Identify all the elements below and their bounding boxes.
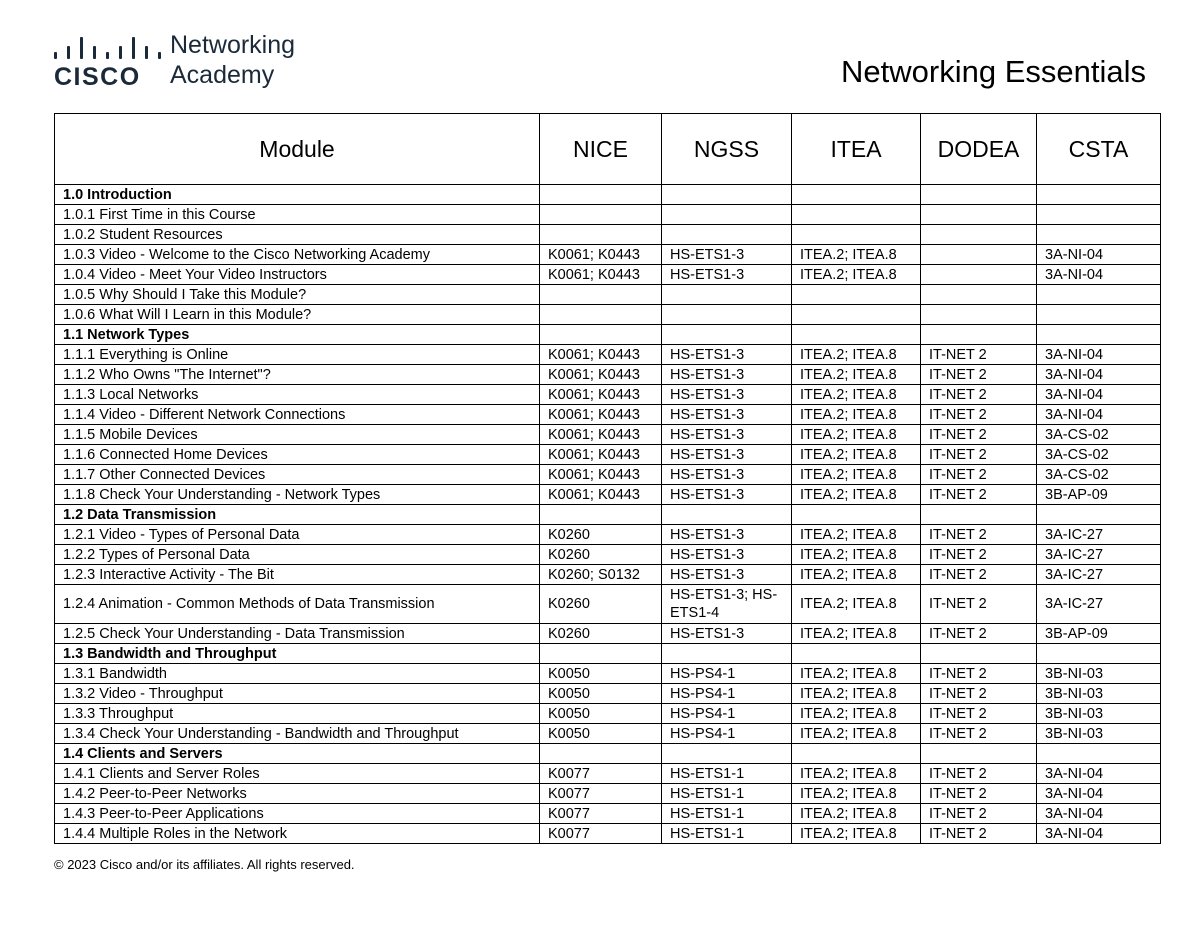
table-row <box>55 684 1161 704</box>
cell-itea: ITEA.2; ITEA.8 <box>792 764 921 784</box>
table-row <box>55 225 1161 245</box>
cell-ngss: HS-ETS1-3 <box>662 465 792 485</box>
cell-csta: 3A-IC-27 <box>1037 545 1161 565</box>
cell-nice: K0077 <box>540 824 662 844</box>
cell-dodea: IT-NET 2 <box>921 485 1037 505</box>
cell-nice: K0260 <box>540 525 662 545</box>
cell-module: 1.4 Clients and Servers <box>55 744 540 764</box>
table-row <box>55 445 1161 465</box>
cell-ngss <box>662 644 792 664</box>
cell-nice: K0061; K0443 <box>540 405 662 425</box>
cell-dodea <box>921 644 1037 664</box>
cell-csta <box>1037 325 1161 345</box>
cell-csta: 3B-NI-03 <box>1037 684 1161 704</box>
cell-csta: 3A-IC-27 <box>1037 585 1161 624</box>
cell-dodea: IT-NET 2 <box>921 704 1037 724</box>
table-row <box>55 405 1161 425</box>
cell-dodea <box>921 245 1037 265</box>
cell-csta: 3A-CS-02 <box>1037 465 1161 485</box>
cell-itea: ITEA.2; ITEA.8 <box>792 245 921 265</box>
table-row <box>55 345 1161 365</box>
cell-ngss: HS-ETS1-3 <box>662 445 792 465</box>
cell-nice <box>540 185 662 205</box>
cell-csta: 3A-NI-04 <box>1037 365 1161 385</box>
cell-nice: K0061; K0443 <box>540 465 662 485</box>
cell-module: 1.1.8 Check Your Understanding - Network Types <box>55 485 540 505</box>
cell-dodea <box>921 285 1037 305</box>
table-row <box>55 205 1161 225</box>
cell-itea: ITEA.2; ITEA.8 <box>792 485 921 505</box>
cell-dodea: IT-NET 2 <box>921 405 1037 425</box>
cell-module: 1.0.5 Why Should I Take this Module? <box>55 285 540 305</box>
cell-itea: ITEA.2; ITEA.8 <box>792 585 921 624</box>
cell-ngss: HS-ETS1-1 <box>662 764 792 784</box>
cell-itea: ITEA.2; ITEA.8 <box>792 664 921 684</box>
cell-ngss: HS-PS4-1 <box>662 684 792 704</box>
cell-csta: 3B-NI-03 <box>1037 704 1161 724</box>
cell-itea: ITEA.2; ITEA.8 <box>792 385 921 405</box>
cell-ngss: HS-PS4-1 <box>662 704 792 724</box>
cell-itea <box>792 325 921 345</box>
table-row <box>55 265 1161 285</box>
cell-dodea: IT-NET 2 <box>921 385 1037 405</box>
cell-dodea <box>921 265 1037 285</box>
cell-itea: ITEA.2; ITEA.8 <box>792 405 921 425</box>
table-row <box>55 305 1161 325</box>
cell-nice <box>540 205 662 225</box>
cell-module: 1.4.2 Peer-to-Peer Networks <box>55 784 540 804</box>
table-row <box>55 804 1161 824</box>
cell-ngss <box>662 325 792 345</box>
cell-dodea: IT-NET 2 <box>921 804 1037 824</box>
cell-nice: K0061; K0443 <box>540 245 662 265</box>
cell-ngss <box>662 225 792 245</box>
cell-ngss <box>662 285 792 305</box>
cell-module: 1.0.4 Video - Meet Your Video Instructors <box>55 265 540 285</box>
cell-nice: K0050 <box>540 664 662 684</box>
cell-ngss: HS-ETS1-3 <box>662 265 792 285</box>
cell-module: 1.1.7 Other Connected Devices <box>55 465 540 485</box>
cell-itea <box>792 305 921 325</box>
cell-itea: ITEA.2; ITEA.8 <box>792 365 921 385</box>
cell-module: 1.2.2 Types of Personal Data <box>55 545 540 565</box>
cell-module: 1.1 Network Types <box>55 325 540 345</box>
table-row <box>55 425 1161 445</box>
cell-ngss: HS-ETS1-3 <box>662 525 792 545</box>
table-row <box>55 545 1161 565</box>
cell-dodea <box>921 185 1037 205</box>
cell-module: 1.0.6 What Will I Learn in this Module? <box>55 305 540 325</box>
cell-itea: ITEA.2; ITEA.8 <box>792 624 921 644</box>
cell-ngss: HS-ETS1-1 <box>662 784 792 804</box>
cell-dodea: IT-NET 2 <box>921 824 1037 844</box>
cell-nice <box>540 325 662 345</box>
section-row <box>55 505 1161 525</box>
cisco-networking-academy-logo <box>54 32 334 94</box>
cell-dodea: IT-NET 2 <box>921 365 1037 385</box>
cell-csta <box>1037 305 1161 325</box>
cell-nice: K0061; K0443 <box>540 425 662 445</box>
header-csta: CSTA <box>1037 114 1161 185</box>
table-row <box>55 624 1161 644</box>
cell-itea <box>792 205 921 225</box>
cell-dodea <box>921 325 1037 345</box>
cell-itea: ITEA.2; ITEA.8 <box>792 824 921 844</box>
cell-dodea <box>921 225 1037 245</box>
cell-module: 1.3.1 Bandwidth <box>55 664 540 684</box>
cell-csta: 3A-IC-27 <box>1037 525 1161 545</box>
table-row <box>55 565 1161 585</box>
cell-ngss <box>662 744 792 764</box>
copyright-notice: © 2023 Cisco and/or its affiliates. All rights reserved. <box>54 857 355 872</box>
cell-nice <box>540 285 662 305</box>
cell-csta: 3A-NI-04 <box>1037 265 1161 285</box>
cell-module: 1.0.2 Student Resources <box>55 225 540 245</box>
cell-ngss: HS-ETS1-1 <box>662 824 792 844</box>
cell-itea: ITEA.2; ITEA.8 <box>792 525 921 545</box>
header-nice: NICE <box>540 114 662 185</box>
cell-csta: 3A-NI-04 <box>1037 784 1161 804</box>
cell-dodea: IT-NET 2 <box>921 784 1037 804</box>
cell-module: 1.3.3 Throughput <box>55 704 540 724</box>
cell-nice <box>540 225 662 245</box>
cell-ngss: HS-ETS1-3 <box>662 485 792 505</box>
header-module: Module <box>55 114 540 185</box>
cell-ngss <box>662 205 792 225</box>
cell-module: 1.2.5 Check Your Understanding - Data Transmission <box>55 624 540 644</box>
cell-itea <box>792 505 921 525</box>
cell-itea: ITEA.2; ITEA.8 <box>792 445 921 465</box>
cell-csta <box>1037 505 1161 525</box>
cell-ngss: HS-ETS1-3 <box>662 345 792 365</box>
cell-module: 1.2.3 Interactive Activity - The Bit <box>55 565 540 585</box>
cell-itea <box>792 744 921 764</box>
cell-ngss <box>662 505 792 525</box>
cell-module: 1.1.4 Video - Different Network Connections <box>55 405 540 425</box>
cell-nice: K0260; S0132 <box>540 565 662 585</box>
cell-itea: ITEA.2; ITEA.8 <box>792 265 921 285</box>
table-row <box>55 465 1161 485</box>
cell-dodea: IT-NET 2 <box>921 585 1037 624</box>
cell-nice: K0061; K0443 <box>540 485 662 505</box>
section-row <box>55 325 1161 345</box>
cell-nice: K0050 <box>540 704 662 724</box>
cell-ngss <box>662 185 792 205</box>
table-row <box>55 704 1161 724</box>
cell-dodea: IT-NET 2 <box>921 545 1037 565</box>
cell-module: 1.3.4 Check Your Understanding - Bandwidth and Throughput <box>55 724 540 744</box>
cell-itea: ITEA.2; ITEA.8 <box>792 465 921 485</box>
cell-csta <box>1037 285 1161 305</box>
cell-module: 1.2 Data Transmission <box>55 505 540 525</box>
cell-nice: K0061; K0443 <box>540 265 662 285</box>
cell-module: 1.1.5 Mobile Devices <box>55 425 540 445</box>
standards-alignment-table <box>54 113 1161 844</box>
cell-itea: ITEA.2; ITEA.8 <box>792 545 921 565</box>
cell-dodea: IT-NET 2 <box>921 425 1037 445</box>
cell-module: 1.2.4 Animation - Common Methods of Data Transmission <box>55 585 540 624</box>
cell-module: 1.0 Introduction <box>55 185 540 205</box>
cell-ngss: HS-ETS1-3 <box>662 405 792 425</box>
cell-dodea: IT-NET 2 <box>921 724 1037 744</box>
cell-dodea <box>921 505 1037 525</box>
cell-csta: 3A-CS-02 <box>1037 445 1161 465</box>
header-dodea: DODEA <box>921 114 1037 185</box>
table-body <box>55 185 1161 844</box>
cell-csta: 3A-NI-04 <box>1037 345 1161 365</box>
cell-ngss: HS-ETS1-3; HS-ETS1-4 <box>662 585 792 624</box>
cell-csta <box>1037 644 1161 664</box>
cell-nice: K0050 <box>540 684 662 704</box>
cell-ngss: HS-ETS1-3 <box>662 624 792 644</box>
section-row <box>55 185 1161 205</box>
cell-module: 1.4.4 Multiple Roles in the Network <box>55 824 540 844</box>
cell-itea <box>792 225 921 245</box>
cell-itea: ITEA.2; ITEA.8 <box>792 684 921 704</box>
cell-ngss: HS-ETS1-1 <box>662 804 792 824</box>
cell-ngss: HS-ETS1-3 <box>662 565 792 585</box>
cell-itea: ITEA.2; ITEA.8 <box>792 804 921 824</box>
cell-dodea: IT-NET 2 <box>921 624 1037 644</box>
cell-module: 1.0.1 First Time in this Course <box>55 205 540 225</box>
cell-itea <box>792 644 921 664</box>
cell-nice: K0077 <box>540 784 662 804</box>
cell-dodea: IT-NET 2 <box>921 565 1037 585</box>
cell-csta: 3A-NI-04 <box>1037 245 1161 265</box>
cell-module: 1.4.1 Clients and Server Roles <box>55 764 540 784</box>
cell-ngss: HS-ETS1-3 <box>662 425 792 445</box>
section-row <box>55 744 1161 764</box>
cell-dodea: IT-NET 2 <box>921 445 1037 465</box>
cell-csta: 3B-AP-09 <box>1037 485 1161 505</box>
cell-nice: K0061; K0443 <box>540 385 662 405</box>
cell-itea: ITEA.2; ITEA.8 <box>792 565 921 585</box>
cell-dodea: IT-NET 2 <box>921 465 1037 485</box>
table-row <box>55 525 1161 545</box>
cell-ngss: HS-PS4-1 <box>662 664 792 684</box>
cell-csta: 3A-NI-04 <box>1037 804 1161 824</box>
cell-dodea <box>921 305 1037 325</box>
cell-ngss: HS-ETS1-3 <box>662 385 792 405</box>
table-row <box>55 245 1161 265</box>
cell-csta: 3B-NI-03 <box>1037 664 1161 684</box>
cell-ngss: HS-ETS1-3 <box>662 365 792 385</box>
cell-nice: K0050 <box>540 724 662 744</box>
cell-nice <box>540 505 662 525</box>
cell-nice: K0260 <box>540 545 662 565</box>
cell-ngss: HS-ETS1-3 <box>662 245 792 265</box>
cell-ngss <box>662 305 792 325</box>
cell-nice: K0260 <box>540 624 662 644</box>
cell-ngss: HS-ETS1-3 <box>662 545 792 565</box>
section-row <box>55 644 1161 664</box>
cell-itea: ITEA.2; ITEA.8 <box>792 724 921 744</box>
logo-text-academy: Academy <box>170 61 275 89</box>
cell-dodea: IT-NET 2 <box>921 664 1037 684</box>
cell-dodea: IT-NET 2 <box>921 345 1037 365</box>
header-itea: ITEA <box>792 114 921 185</box>
cell-module: 1.4.3 Peer-to-Peer Applications <box>55 804 540 824</box>
header-ngss: NGSS <box>662 114 792 185</box>
cisco-bars-icon <box>54 37 158 59</box>
cell-csta: 3B-AP-09 <box>1037 624 1161 644</box>
cell-csta: 3A-NI-04 <box>1037 824 1161 844</box>
cell-ngss: HS-PS4-1 <box>662 724 792 744</box>
logo-text-networking: Networking <box>170 31 296 59</box>
cell-nice: K0077 <box>540 804 662 824</box>
table-row <box>55 664 1161 684</box>
cell-module: 1.0.3 Video - Welcome to the Cisco Networking Academy <box>55 245 540 265</box>
cell-csta: 3A-CS-02 <box>1037 425 1161 445</box>
cell-csta <box>1037 744 1161 764</box>
cell-csta: 3A-NI-04 <box>1037 764 1161 784</box>
table-row <box>55 764 1161 784</box>
cell-dodea: IT-NET 2 <box>921 525 1037 545</box>
table-row <box>55 285 1161 305</box>
cell-csta: 3B-NI-03 <box>1037 724 1161 744</box>
cell-csta <box>1037 225 1161 245</box>
table-row <box>55 385 1161 405</box>
cell-nice: K0061; K0443 <box>540 345 662 365</box>
table-header-row <box>55 114 1161 185</box>
cell-dodea <box>921 205 1037 225</box>
cell-module: 1.3.2 Video - Throughput <box>55 684 540 704</box>
cisco-wordmark: CISCO <box>54 63 141 91</box>
cell-module: 1.2.1 Video - Types of Personal Data <box>55 525 540 545</box>
cell-module: 1.3 Bandwidth and Throughput <box>55 644 540 664</box>
table-row <box>55 365 1161 385</box>
cell-module: 1.1.3 Local Networks <box>55 385 540 405</box>
cell-itea: ITEA.2; ITEA.8 <box>792 704 921 724</box>
cell-nice <box>540 644 662 664</box>
cell-nice <box>540 744 662 764</box>
table-row <box>55 724 1161 744</box>
cell-dodea: IT-NET 2 <box>921 684 1037 704</box>
cell-csta: 3A-NI-04 <box>1037 385 1161 405</box>
cell-nice: K0061; K0443 <box>540 365 662 385</box>
cell-csta: 3A-NI-04 <box>1037 405 1161 425</box>
cell-itea: ITEA.2; ITEA.8 <box>792 345 921 365</box>
cell-csta: 3A-IC-27 <box>1037 565 1161 585</box>
document-title: Networking Essentials <box>841 54 1146 89</box>
cell-dodea: IT-NET 2 <box>921 764 1037 784</box>
table-row <box>55 824 1161 844</box>
cell-itea: ITEA.2; ITEA.8 <box>792 784 921 804</box>
cell-itea <box>792 285 921 305</box>
table-row <box>55 784 1161 804</box>
cell-csta <box>1037 205 1161 225</box>
table-row <box>55 585 1161 624</box>
cell-nice: K0260 <box>540 585 662 624</box>
table-row <box>55 485 1161 505</box>
cell-nice <box>540 305 662 325</box>
cell-nice: K0077 <box>540 764 662 784</box>
cell-module: 1.1.2 Who Owns "The Internet"? <box>55 365 540 385</box>
cell-itea: ITEA.2; ITEA.8 <box>792 425 921 445</box>
cell-csta <box>1037 185 1161 205</box>
cell-module: 1.1.6 Connected Home Devices <box>55 445 540 465</box>
cell-dodea <box>921 744 1037 764</box>
cell-nice: K0061; K0443 <box>540 445 662 465</box>
cell-module: 1.1.1 Everything is Online <box>55 345 540 365</box>
cell-itea <box>792 185 921 205</box>
